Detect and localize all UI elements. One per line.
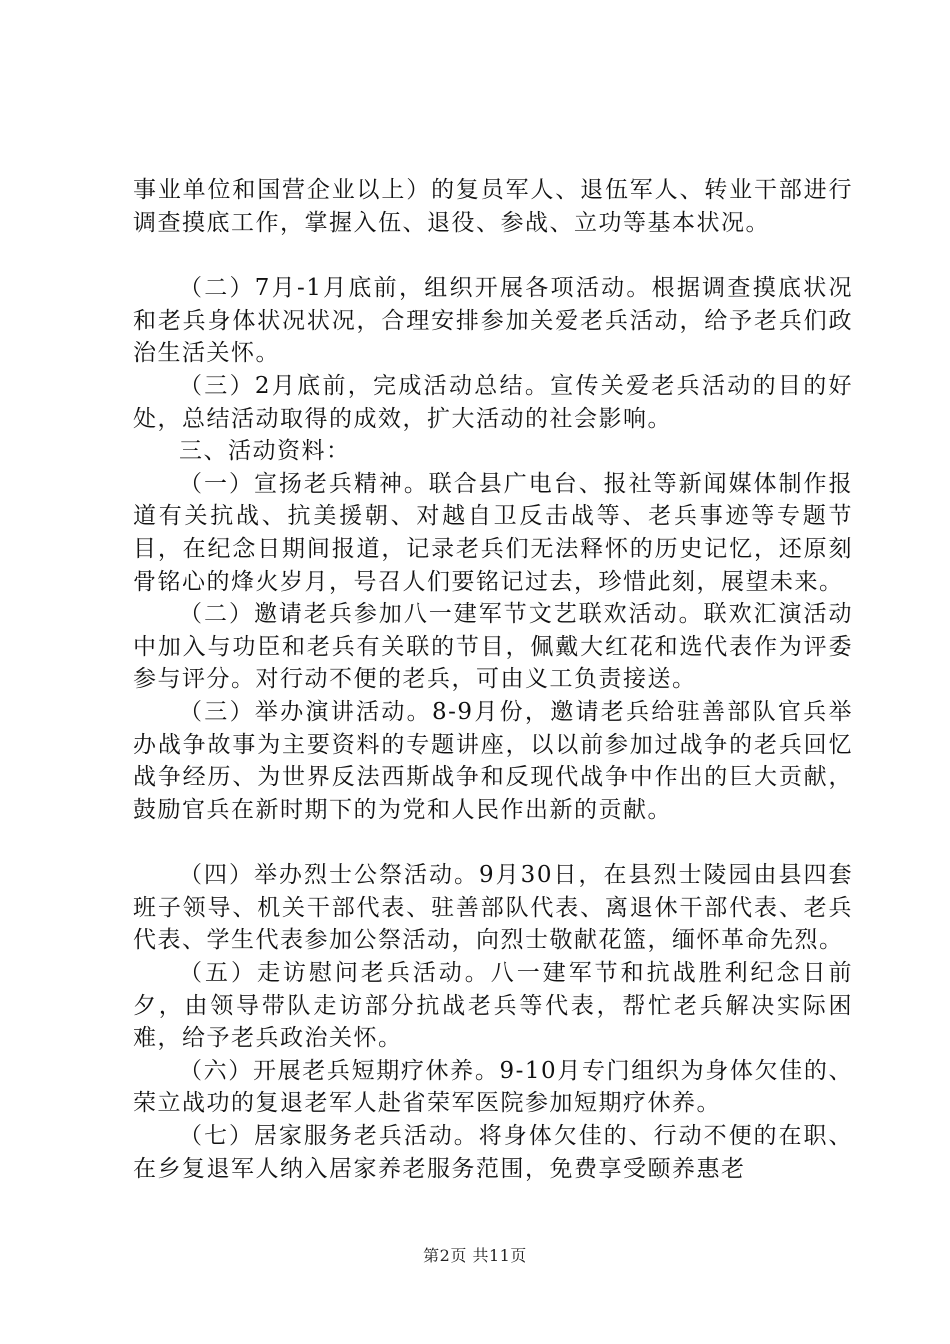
- paragraph-activity-2: （二）邀请老兵参加八一建军节文艺联欢活动。联欢汇演活动中加入与功臣和老兵有关联的节目，佩戴大红花和选代表作为评委参与评分。对行动不便的老兵，可由义工负责接送。: [133, 601, 853, 693]
- document-body: [133, 174, 853, 1185]
- section-heading-activities: 三、活动资料：: [179, 438, 351, 465]
- paragraph-activity-7: （七）居家服务老兵活动。将身体欠佳的、行动不便的在职、在乡复退军人纳入居家养老服务范围，免费享受颐养惠老: [133, 1123, 853, 1182]
- paragraph-continuation: 事业单位和国营企业以上）的复员军人、退伍军人、转业干部进行调查摸底工作，掌握入伍、退役、参战、立功等基本状况。: [133, 177, 853, 236]
- paragraph-activity-4: （四）举办烈士公祭活动。9月30日，在县烈士陵园由县四套班子领导、机关干部代表、驻善部队代表、离退休干部代表、老兵代表、学生代表参加公祭活动，向烈士敬献花篮，缅怀革命先烈。: [133, 862, 853, 954]
- paragraph-schedule-3: （三）2月底前，完成活动总结。宣传关爱老兵活动的目的好处，总结活动取得的成效，扩大活动的社会影响。: [133, 372, 853, 432]
- paragraph-activity-1: （一）宣扬老兵精神。联合县广电台、报社等新闻媒体制作报道有关抗战、抗美援朝、对越自卫反击战等、老兵事迹等专题节目，在纪念日期间报道，记录老兵们无法释怀的历史记忆，还原刻骨铭心的烽火岁月，号召人们要铭记过去，珍惜此刻，展望未来。: [133, 470, 853, 595]
- paragraph-activity-6: （六）开展老兵短期疗休养。9-10月专门组织为身体欠佳的、荣立战功的复退老军人赴省荣军医院参加短期疗休养。: [133, 1057, 853, 1117]
- paragraph-activity-3: （三）举办演讲活动。8-9月份，邀请老兵给驻善部队官兵举办战争故事为主要资料的专题讲座，以以前参加过战争的老兵回忆战争经历、为世界反法西斯战争和反现代战争中作出的巨大贡献，鼓励官兵在新时期下的为党和人民作出新的贡献。: [133, 698, 853, 823]
- paragraph-activity-5: （五）走访慰问老兵活动。八一建军节和抗战胜利纪念日前夕，由领导带队走访部分抗战老兵等代表，帮忙老兵解决实际困难，给予老兵政治关怀。: [133, 960, 853, 1052]
- page-number: 第2页 共11页: [423, 1246, 527, 1265]
- paragraph-schedule-2: （二）7月-1月底前，组织开展各项活动。根据调查摸底状况和老兵身体状况状况，合理安排参加关爱老兵活动，给予老兵们政治生活关怀。: [133, 275, 853, 367]
- page-footer: [0, 1243, 950, 1266]
